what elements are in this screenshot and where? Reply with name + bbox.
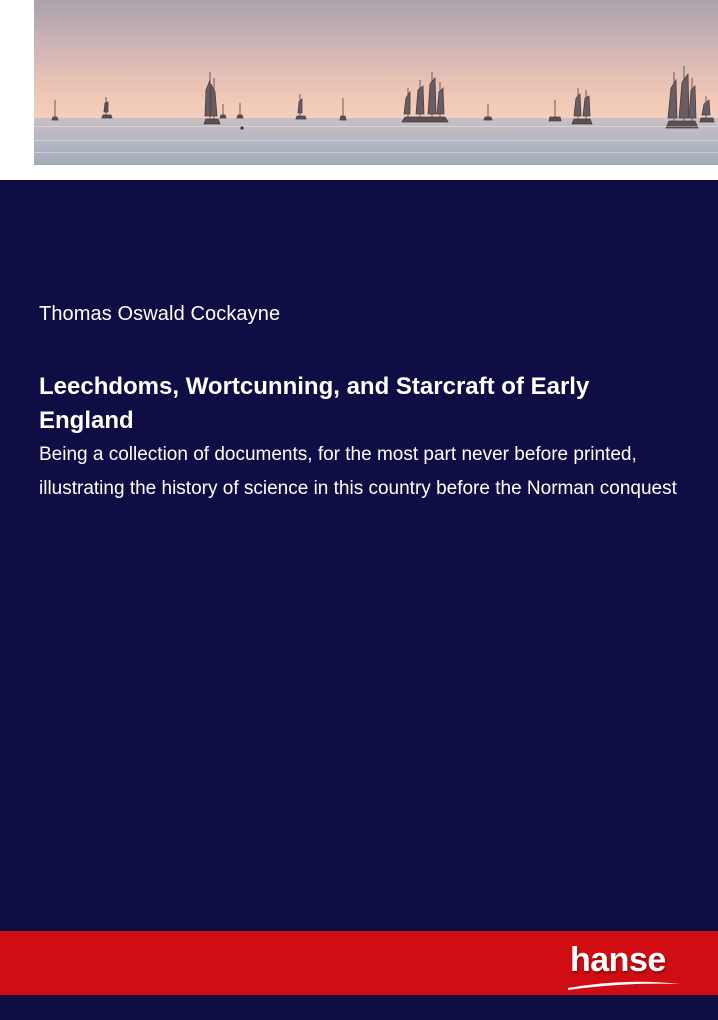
book-title: Leechdoms, Wortcunning, and Starcraft of Early England	[39, 373, 590, 434]
logo-swoosh-icon	[566, 978, 684, 992]
publisher-logo: hanse	[570, 941, 666, 979]
navy-panel	[0, 180, 718, 931]
author-name: Thomas Oswald Cockayne	[39, 303, 281, 325]
bottom-strip	[0, 995, 718, 1020]
tall-ships-seascape-photo	[34, 0, 718, 165]
book-subtitle: Being a collection of documents, for the most part never before printed, illustrating the history of science in this country before the Norman conquest	[39, 444, 677, 499]
